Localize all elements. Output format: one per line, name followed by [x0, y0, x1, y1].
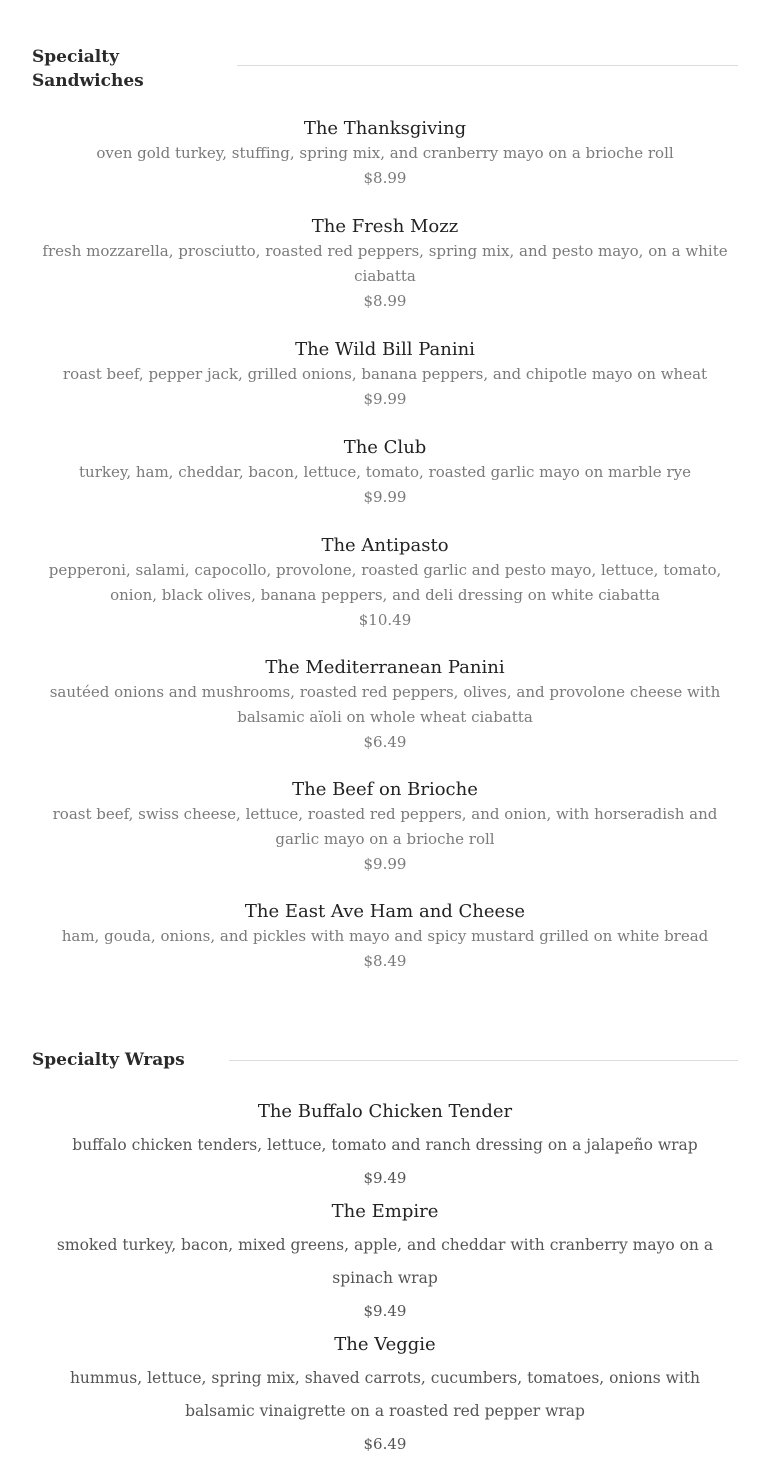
menu-item — [32, 1333, 738, 1461]
menu-item — [32, 534, 738, 633]
sandwiches-title-line1: Specialty — [32, 47, 119, 67]
item-description: hummus, lettuce, spring mix, shaved carrots, cucumbers, tomatoes, onions with balsamic vinaigrette on a roasted red pepper wrap — [69, 1369, 701, 1420]
menu-item — [32, 117, 738, 191]
item-description: roast beef, pepper jack, grilled onions, banana peppers, and chipotle mayo on wheat — [62, 365, 708, 383]
menu-item — [32, 900, 738, 974]
wraps-header — [32, 1048, 738, 1072]
sandwiches-title-line2: Sandwiches — [32, 71, 144, 91]
item-name: The East Ave Ham and Cheese — [244, 901, 526, 922]
item-price: $10.49 — [358, 611, 412, 629]
menu-item — [32, 656, 738, 755]
item-name: The Antipasto — [321, 535, 449, 556]
sandwiches-section — [32, 45, 738, 975]
item-name: The Veggie — [334, 1334, 436, 1355]
item-description: turkey, ham, cheddar, bacon, lettuce, tomato, roasted garlic mayo on marble rye — [79, 463, 691, 481]
item-description: oven gold turkey, stuffing, spring mix, and cranberry mayo on a brioche roll — [96, 144, 674, 162]
item-price: $9.49 — [363, 1302, 407, 1320]
item-description: sautéed onions and mushrooms, roasted red peppers, olives, and provolone cheese with balsamic aïoli on whole wheat ciabatta — [49, 683, 721, 726]
menu-item — [32, 215, 738, 314]
sandwiches-divider — [237, 65, 738, 66]
menu-item — [32, 436, 738, 510]
item-price: $9.49 — [363, 1169, 407, 1187]
item-price: $6.49 — [363, 733, 407, 751]
item-name: The Mediterranean Panini — [265, 657, 505, 678]
item-description: smoked turkey, bacon, mixed greens, apple, and cheddar with cranberry mayo on a spinach wrap — [56, 1236, 714, 1287]
item-name: The Club — [343, 437, 427, 458]
wraps-divider — [229, 1060, 738, 1061]
item-price: $8.99 — [363, 169, 407, 187]
item-description: roast beef, swiss cheese, lettuce, roasted red peppers, and onion, with horseradish and garlic mayo on a brioche roll — [52, 805, 718, 848]
wraps-section — [32, 1048, 738, 1458]
menu-item — [32, 338, 738, 412]
sandwiches-header — [32, 45, 738, 95]
item-name: The Beef on Brioche — [292, 779, 478, 800]
sandwiches-title — [32, 45, 237, 93]
item-price: $8.49 — [363, 952, 407, 970]
menu-item — [32, 1200, 738, 1328]
item-description: buffalo chicken tenders, lettuce, tomato and ranch dressing on a jalapeño wrap — [72, 1136, 698, 1154]
item-name: The Thanksgiving — [303, 118, 467, 139]
item-name: The Fresh Mozz — [311, 216, 459, 237]
item-description: ham, gouda, onions, and pickles with mayo and spicy mustard grilled on white bread — [61, 927, 709, 945]
item-price: $9.99 — [363, 855, 407, 873]
item-price: $9.99 — [363, 488, 407, 506]
item-name: The Buffalo Chicken Tender — [257, 1101, 513, 1122]
item-name: The Empire — [331, 1201, 439, 1222]
wraps-title: Specialty Wraps — [32, 1050, 185, 1070]
item-description: pepperoni, salami, capocollo, provolone, roasted garlic and pesto mayo, lettuce, tomato, onion, black olives, banana peppers, and deli dressing on white ciabatta — [48, 561, 722, 604]
item-price: $6.49 — [363, 1435, 407, 1453]
item-name: The Wild Bill Panini — [295, 339, 475, 360]
menu-item — [32, 1100, 738, 1195]
item-price: $8.99 — [363, 292, 407, 310]
item-price: $9.99 — [363, 390, 407, 408]
menu-item — [32, 778, 738, 877]
item-description: fresh mozzarella, prosciutto, roasted red peppers, spring mix, and pesto mayo, on a white ciabatta — [42, 242, 728, 285]
